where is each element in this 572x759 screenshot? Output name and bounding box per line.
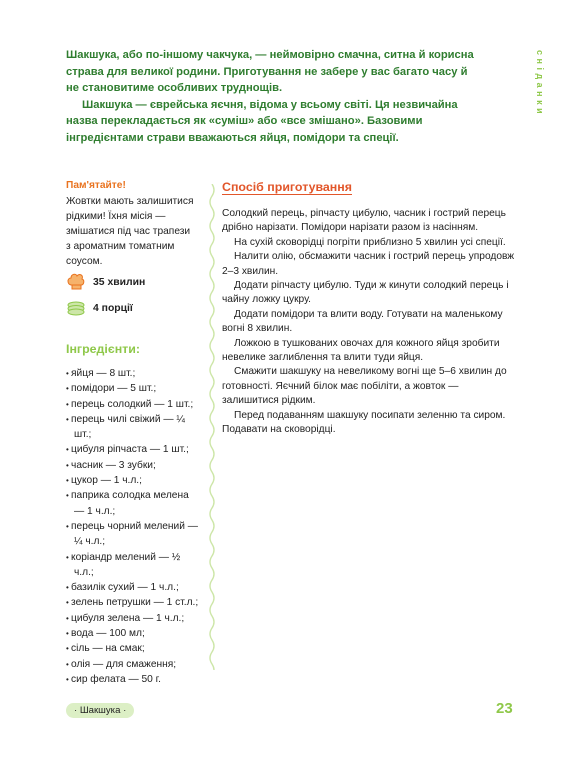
ingredients-title: Інгредієнти: <box>66 342 140 356</box>
remember-title: Пам'ятайте! <box>66 180 126 191</box>
wavy-divider <box>207 184 217 670</box>
method-title: Спосіб приготування <box>222 180 353 194</box>
ingredient-item: • базилік сухий — 1 ч.л.; <box>66 580 201 595</box>
ingredient-item: • цибуля ріпчаста — 1 шт.; <box>66 442 201 457</box>
ingredient-item: • сир фелата — 50 г. <box>66 672 201 687</box>
recipe-name-badge: · Шакшука · <box>66 703 134 718</box>
ingredient-item: • перець солодкий — 1 шт.; <box>66 397 201 412</box>
ingredient-item: • часник — 3 зубки; <box>66 458 201 473</box>
ingredient-item: • олія — для смаження; <box>66 657 201 672</box>
method-step: Перед подаванням шакшуку посипати зеленню та сиром. Подавати на сковорідці. <box>222 409 506 436</box>
method-step: На сухій сковорідці погріти приблизно 5 хвилин усі спеції. <box>234 236 506 248</box>
plates-stack-icon <box>66 298 86 318</box>
method-step: Солодкий перець, ріпчасту цибулю, часник і гострий перець дрібно нарізати. Помідори нарізати разом із насінням. <box>222 208 506 234</box>
ingredient-item: • паприка солодка мелена — 1 ч.л.; <box>66 488 201 519</box>
ingredient-item: • зелень петрушки — 1 ст.л.; <box>66 595 201 610</box>
ingredient-item: • яйця — 8 шт.; <box>66 366 201 381</box>
portions: 4 порції <box>93 302 133 314</box>
method-step: Ложкою в тушкованих овочах для кожного яйця зробити невелике заглиблення та влити туди яйця. <box>222 337 500 364</box>
method-steps <box>222 207 516 438</box>
method-step: Смажити шакшуку на невеликому вогні ще 5–6 хвилин до готовності. Яєчний білок має побіліти, а жовток — залишитися рідким. <box>222 366 507 407</box>
method-step: Налити олію, обсмажити часник і гострий перець упродовж 2–3 хвилин. <box>222 251 515 277</box>
ingredients-list <box>66 366 201 687</box>
method-step: Додати ріпчасту цибулю. Туди ж кинути солодкий перець і чайну ложку цукру. <box>222 280 509 306</box>
ingredient-item: • перець чорний мелений — ¼ ч.л.; <box>66 519 201 550</box>
ingredient-item: • коріандр мелений — ½ ч.л.; <box>66 550 201 581</box>
ingredient-item: • цибуля зелена — 1 ч.л.; <box>66 611 201 626</box>
intro-paragraph-2: Шакшука — єврейська яєчня, відома у всьому світі. Ця незвичайна назва перекладається як «суміш» або «все змішано». Базовими інгредієнтами страви вважаються яйця, помідори та спеції. <box>66 98 458 144</box>
method-step: Додати помідори та влити воду. Готувати на маленькому вогні 8 хвилин. <box>222 308 503 335</box>
ingredient-item: • сіль — на смак; <box>66 641 201 656</box>
cooking-time: 35 хвилин <box>93 276 146 288</box>
portions-row <box>66 298 133 318</box>
section-side-label: сніданки <box>535 50 545 118</box>
ingredient-item: • перець чилі свіжий — ¼ шт.; <box>66 412 201 443</box>
intro-text <box>66 47 476 147</box>
page-number: 23 <box>496 700 513 717</box>
chef-hat-icon <box>66 272 86 292</box>
ingredient-item: • цукор — 1 ч.л.; <box>66 473 201 488</box>
ingredient-item: • вода — 100 мл; <box>66 626 201 641</box>
remember-text: Жовтки мають залишитися рідкими! Їхня місія — змішатися під час трапези з ароматним томатним соусом. <box>66 196 194 267</box>
intro-paragraph-1: Шакшука, або по-іншому чакчука, — неймовірно смачна, ситна й корисна страва для великої родини. Приготування не забере у вас багато часу й не становитиме особливих труднощів. <box>66 49 474 95</box>
ingredient-item: • помідори — 5 шт.; <box>66 381 201 396</box>
cooking-time-row <box>66 272 145 292</box>
